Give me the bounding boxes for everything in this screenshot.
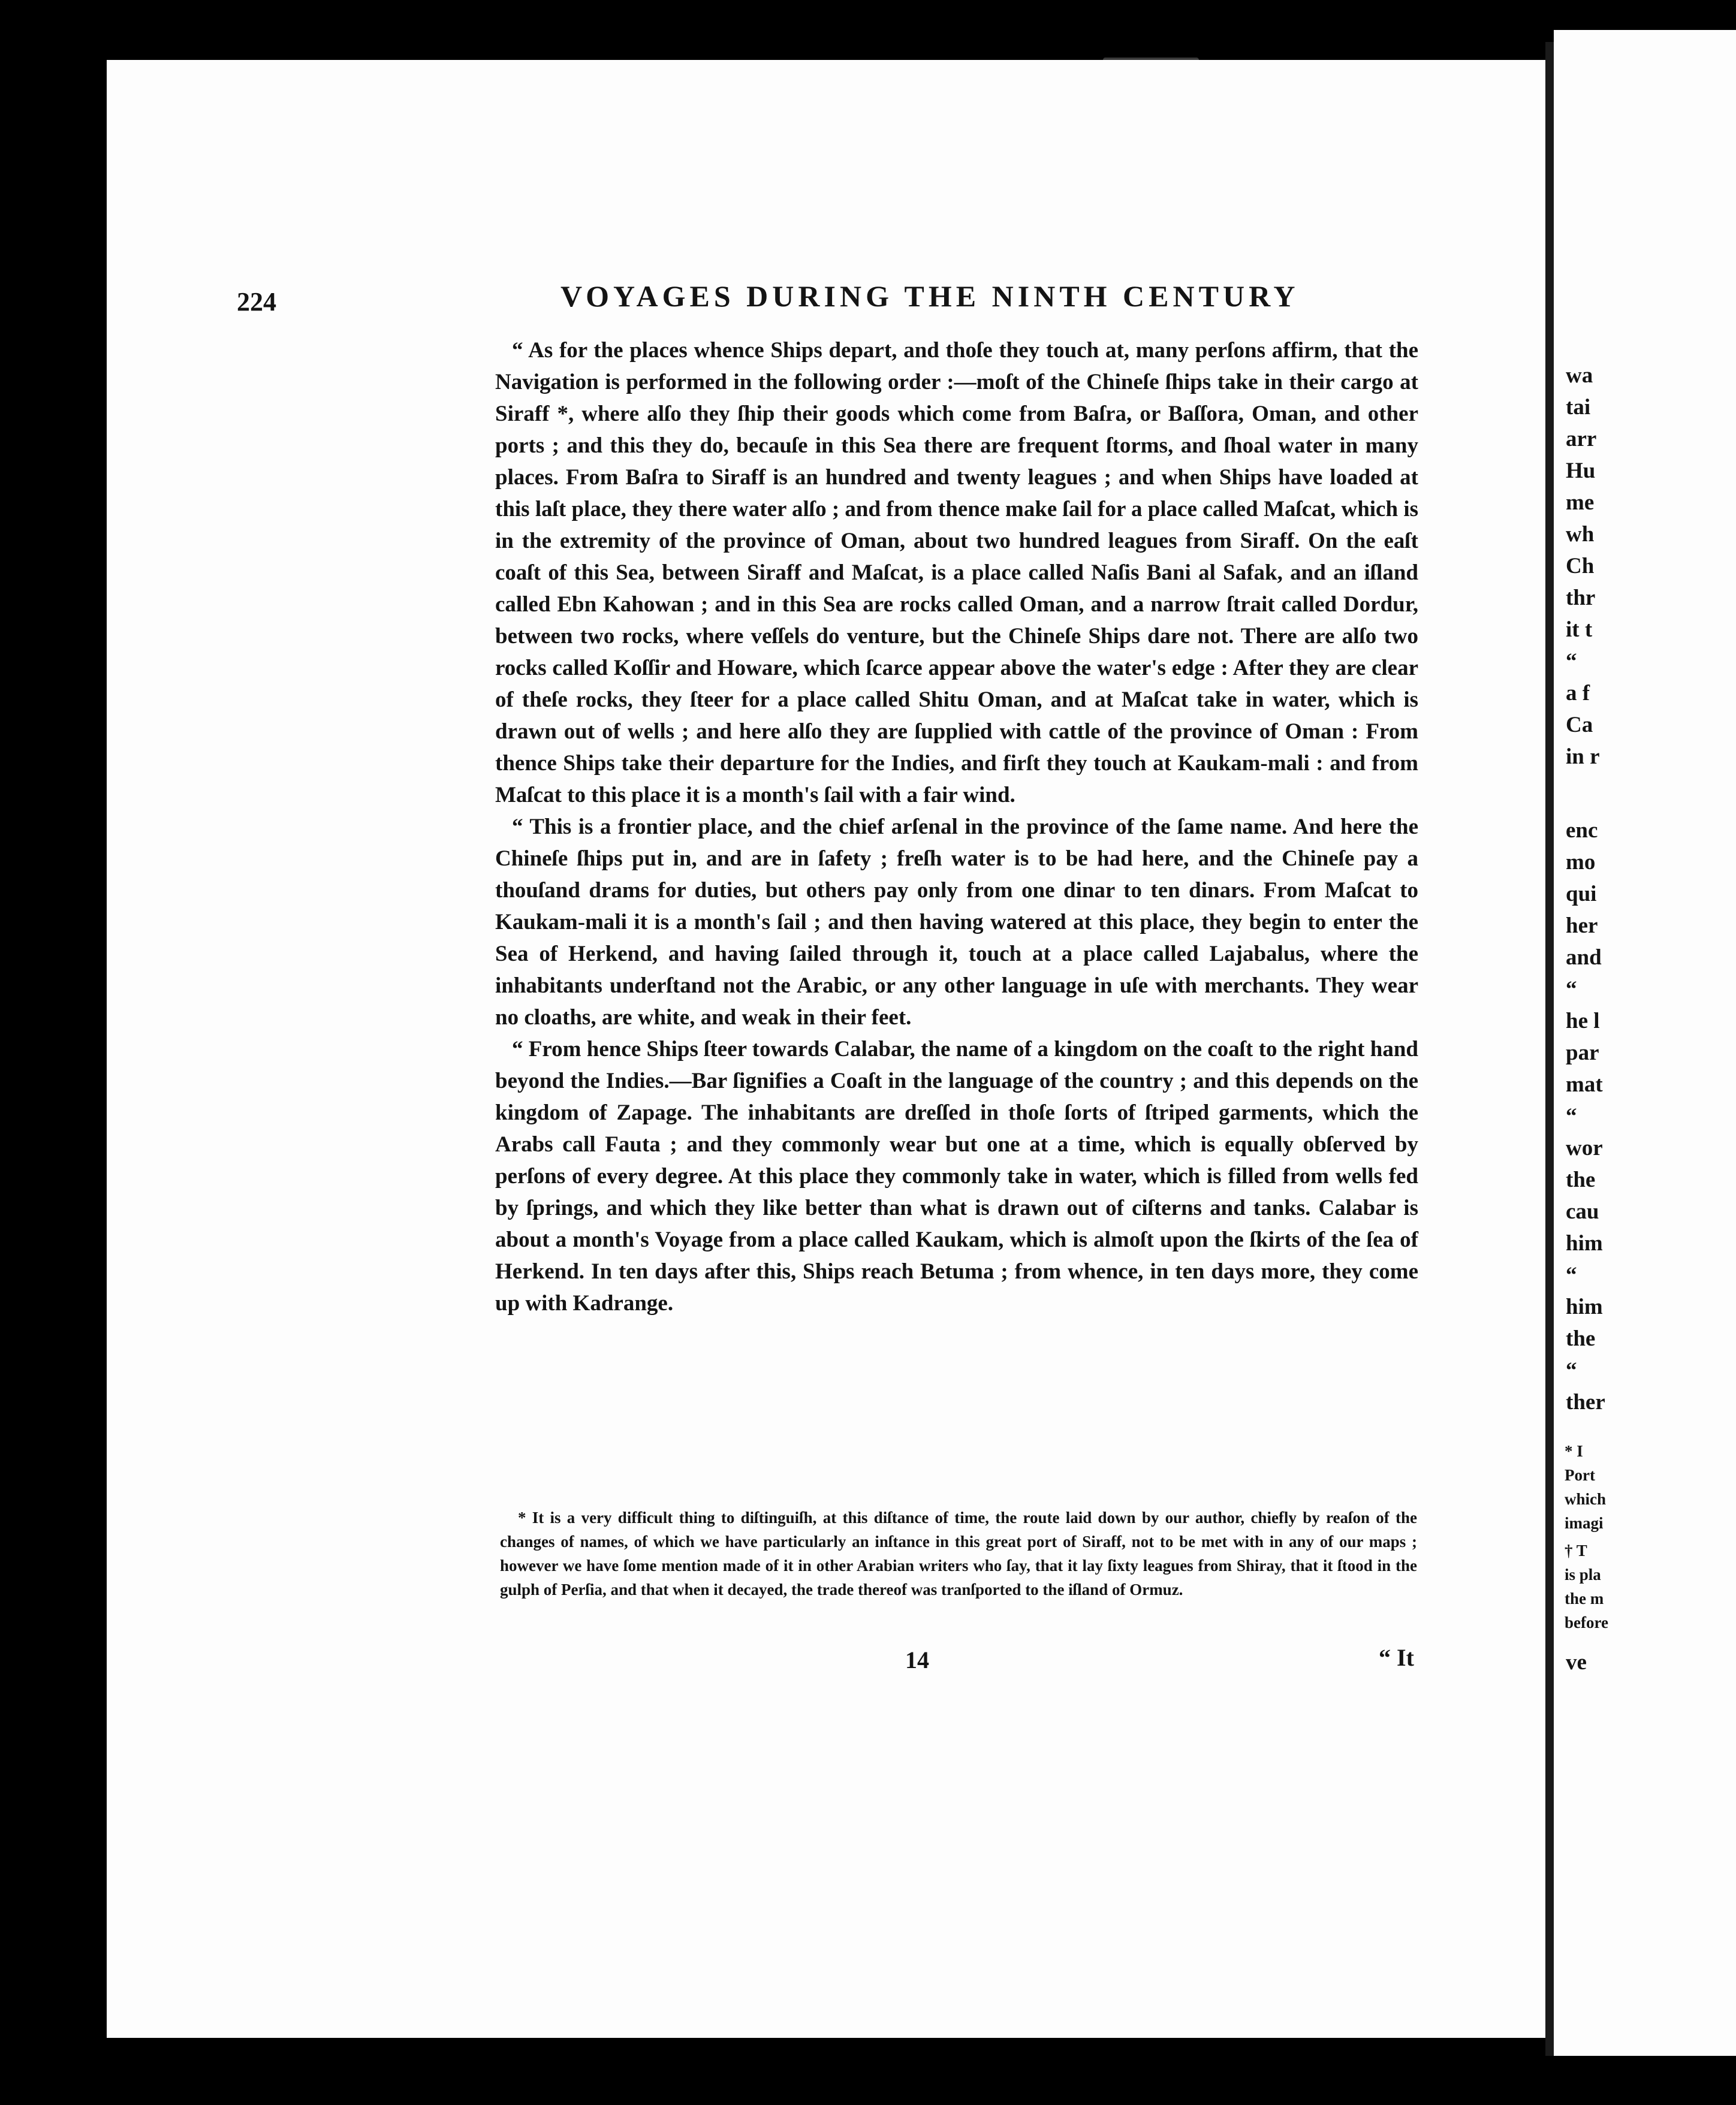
facing-line: wa — [1566, 363, 1593, 388]
facing-line: wh — [1566, 522, 1595, 547]
book-gutter — [1545, 42, 1554, 2056]
facing-line: him — [1566, 1231, 1603, 1256]
facing-line: Hu — [1566, 459, 1596, 483]
facing-line: and — [1566, 945, 1602, 970]
paragraph: “ As for the places whence Ships depart, and thoſe they touch at, many perſons affirm, that the Navigation is performed in the following order :—moſt of the Chineſe ſhips take in their cargo at Siraff *, where alſo they ſhip their goods which come from Baſra, or Baſſora, Oman, and other ports ; and this they do, becauſe in this Sea there are frequent ſtorms, and ſhoal water in many places. From Baſra to Siraff is an hundred and twenty leagues ; and when Ships have loaded at this laſt place, they there water alſo ; and from thence make ſail for a place called Maſcat, which is in the extremity of the province of Oman, about two hundred leagues from Siraff. On the eaſt coaſt of this Sea, between Siraff and Maſcat, is a place called Naſis Bani al Safak, and an iſland called Ebn Kahowan ; and in this Sea are rocks called Oman, and a narrow ſtrait called Dordur, between two rocks, where veſſels do venture, but the Chineſe Ships dare not. There are alſo two rocks called Koſſir and Howare, which ſcarce appear above the water's edge : After they are clear of theſe rocks, they ſteer for a place called Shitu Oman, and at Maſcat take in water, which is drawn out of wells ; and here alſo they are ſupplied with cattle of the province of Oman : From thence Ships take their departure for the Indies, and firſt they touch at Kaukam-mali : and from Maſcat to this place it is a month's ſail with a fair wind. — [495, 338, 1418, 807]
page-number: 224 — [237, 287, 276, 316]
facing-footnote-line: which — [1565, 1490, 1607, 1508]
signature-mark: 14 — [905, 1646, 929, 1673]
facing-line: wor — [1566, 1136, 1603, 1160]
facing-line: Ch — [1566, 554, 1595, 578]
facing-line: the — [1566, 1168, 1596, 1192]
facing-line: arr — [1566, 427, 1597, 451]
facing-line: enc — [1566, 818, 1598, 843]
body-text — [495, 334, 1418, 1319]
facing-footnote-line: Port — [1565, 1466, 1595, 1484]
running-head: VOYAGES DURING THE NINTH CENTURY — [560, 279, 1300, 313]
facing-line: the — [1566, 1326, 1596, 1351]
facing-line: “ — [1566, 649, 1577, 674]
facing-line: qui — [1566, 882, 1597, 906]
paragraph: “ This is a frontier place, and the chief arſenal in the province of the ſame name. And here the Chineſe ſhips put in, and are in ſafety ; freſh water is to be had here, and the Chineſe pay a thouſand drams for duties, but others pay only from one dinar to ten dinars. From Maſcat to Kaukam-mali it is a month's ſail ; and then having watered at this place, they begin to enter the Sea of Herkend, and having ſailed through it, touch at a place called Lajabalus, where the inhabitants underſtand not the Arabic, or any other language in uſe with merchants. They wear no cloaths, are white, and weak in their feet. — [495, 815, 1418, 1030]
facing-footnote-line: before — [1565, 1614, 1608, 1631]
facing-line: thr — [1566, 586, 1596, 610]
facing-line: ther — [1566, 1390, 1605, 1415]
facing-line: cau — [1566, 1199, 1599, 1224]
facing-line: “ — [1566, 1263, 1577, 1287]
facing-line: me — [1566, 490, 1595, 515]
facing-line: “ — [1566, 1358, 1577, 1383]
catchword: “ It — [1379, 1644, 1414, 1671]
facing-line: “ — [1566, 977, 1577, 1002]
facing-line: mat — [1566, 1072, 1603, 1097]
facing-line: him — [1566, 1295, 1603, 1319]
facing-line: he l — [1566, 1009, 1600, 1033]
facing-footnote-line: is pla — [1565, 1566, 1601, 1584]
facing-footnote-line: the m — [1565, 1590, 1604, 1608]
facing-footnote-line: * I — [1565, 1442, 1583, 1460]
footnote: * It is a very difficult thing to diſtinguiſh, at this diſtance of time, the route laid down by our author, chiefly by reaſon of the changes of names, of which we have particularly an inſtance in this great port of Siraff, not to be met with in any of our maps ; however we have ſome mention made of it in other Arabian writers who ſay, that it lay ſixty leagues from Shiray, that it ſtood in the gulph of Perſia, and that when it decayed, the trade thereof was tranſported to the iſland of Ormuz. — [500, 1509, 1417, 1599]
facing-catchword: ve — [1566, 1650, 1587, 1675]
facing-footnote-line: imagi — [1565, 1514, 1604, 1532]
paragraph: “ From hence Ships ſteer towards Calabar, the name of a kingdom on the coaſt to the right hand beyond the Indies.—Bar ſignifies a Coaſt in the language of the country ; and this depends on the kingdom of Zapage. The inhabitants are dreſſed in thoſe ſorts of ſtriped garments, which the Arabs call Fauta ; and they commonly wear but one at a time, which is equally obſerved by perſons of every degree. At this place they commonly take in water, which is filled from wells fed by ſprings, and which they like better than what is drawn out of ciſterns and tanks. Calabar is about a month's Voyage from a place called Kaukam, which is almoſt upon the ſkirts of the ſea of Herkend. In ten days after this, Ships reach Betuma ; from whence, in ten days more, they come up with Kadrange. — [495, 1037, 1418, 1316]
facing-line: “ — [1566, 1104, 1577, 1129]
facing-line: it t — [1566, 617, 1593, 642]
facing-line: tai — [1566, 395, 1591, 420]
facing-line: a f — [1566, 681, 1590, 705]
facing-line: in r — [1566, 744, 1600, 769]
facing-line: her — [1566, 913, 1598, 938]
facing-line: mo — [1566, 850, 1596, 874]
facing-line: par — [1566, 1041, 1599, 1065]
facing-footnote-line: † T — [1565, 1542, 1587, 1560]
facing-line: Ca — [1566, 713, 1593, 737]
